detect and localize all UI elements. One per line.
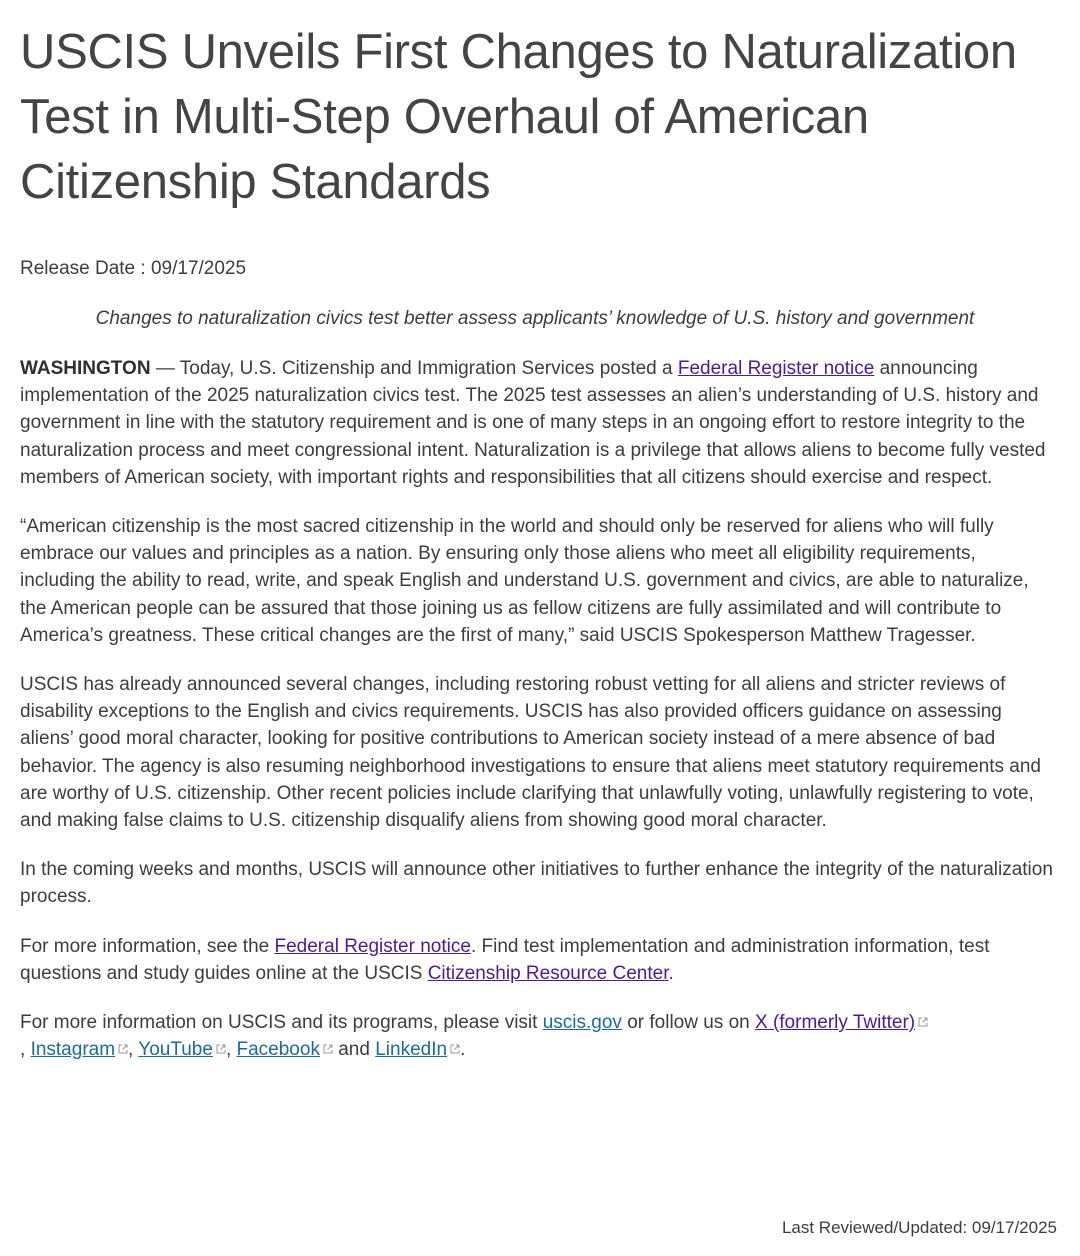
paragraph-text: or follow us on [621, 1012, 755, 1034]
last-reviewed-date: 09/17/2025 [971, 1218, 1057, 1237]
separator: , [128, 1039, 139, 1061]
federal-register-link[interactable]: Federal Register notice [677, 358, 875, 379]
paragraph-text: For more information on USCIS and its programs, please visit [20, 1012, 543, 1034]
paragraph-more-info [20, 933, 1056, 987]
paragraph-text: . [668, 962, 674, 984]
paragraph-changes: USCIS has already announced several changes, including restoring robust vetting for all aliens and stricter reviews of disability exceptions to the English and civics requirements. USCIS has also provided officers guidance on assessing aliens’ good moral character, looking for positive contributions to American society instead of a mere absence of bad behavior. The agency is also resuming neighborhood investigations to ensure that aliens meet statutory requirements and are worthy of U.S. citizenship. Other recent policies include clarifying that unlawfully voting, unlawfully registering to vote, and making false claims to U.S. citizenship disqualify aliens from showing good moral character. [20, 674, 1041, 832]
citizenship-resource-center-link[interactable]: Citizenship Resource Center [427, 962, 669, 984]
paragraph-text: . [460, 1039, 466, 1061]
separator: , [225, 1039, 237, 1061]
uscis-gov-link[interactable]: uscis.gov [542, 1012, 622, 1034]
article [20, 20, 1060, 1061]
page-title: USCIS Unveils First Changes to Naturalization Test in Multi-Step Overhaul of American Citizenship Standards [20, 25, 1017, 209]
external-link-icon [918, 1017, 928, 1027]
paragraph-coming-weeks: In the coming weeks and months, USCIS will announce other initiatives to further enhance the integrity of the naturalization process. [20, 859, 1053, 908]
paragraph-social [20, 1009, 1056, 1063]
release-date [20, 257, 246, 281]
last-reviewed-label: Last Reviewed/Updated: [781, 1218, 968, 1237]
release-date-value: 09/17/2025 [150, 258, 247, 279]
facebook-link[interactable]: Facebook [236, 1039, 320, 1061]
federal-register-link-2[interactable]: Federal Register notice [274, 935, 471, 957]
x-twitter-link[interactable]: X (formerly Twitter) [755, 1012, 916, 1034]
subtitle: Changes to naturalization civics test better assess applicants’ knowledge of U.S. history and government [95, 308, 975, 329]
paragraph-quote: “American citizenship is the most sacred citizenship in the world and should only be reserved for aliens who will fully embrace our values and principles as a nation. By ensuring only those aliens who meet all eligibility requirements, including the ability to read, write, and speak English and understand U.S. government and civics, are able to naturalize, the American people can be assured that those joining us as fellow citizens are fully assimilated and will contribute to America’s greatness. These critical changes are the first of many,” said USCIS Spokesperson Matthew Tragesser. [20, 516, 1029, 646]
paragraph-intro [20, 355, 1056, 491]
release-date-label: Release Date : [20, 258, 146, 279]
youtube-link[interactable]: YouTube [138, 1039, 213, 1061]
paragraph-text: — Today, U.S. Citizenship and Immigration Services posted a [150, 358, 678, 379]
last-reviewed [782, 1217, 1057, 1239]
separator: , [20, 1039, 31, 1061]
paragraph-text: announcing implementation of the 2025 naturalization civics test. The 2025 test assesses an alien’s understanding of U.S. history and government in line with the statutory requirement and is one of many steps in an ongoing effort to restore integrity to the naturalization process and meet congressional intent. Naturalization is a privilege that allows aliens to become fully vested members of American society, with important rights and responsibilities that all citizens should exercise and respect. [20, 358, 1046, 488]
external-link-icon [216, 1044, 226, 1054]
dateline: WASHINGTON [20, 358, 151, 379]
instagram-link[interactable]: Instagram [30, 1039, 116, 1061]
external-link-icon [118, 1044, 128, 1054]
linkedin-link[interactable]: LinkedIn [375, 1039, 448, 1061]
paragraph-text: and [332, 1039, 376, 1061]
external-link-icon [450, 1044, 460, 1054]
paragraph-text: . Find test implementation and administration information, test questions and study guides online at the USCIS [20, 935, 990, 984]
external-link-icon [323, 1044, 333, 1054]
article-body [20, 355, 1056, 1085]
paragraph-text: For more information, see the [20, 935, 275, 957]
